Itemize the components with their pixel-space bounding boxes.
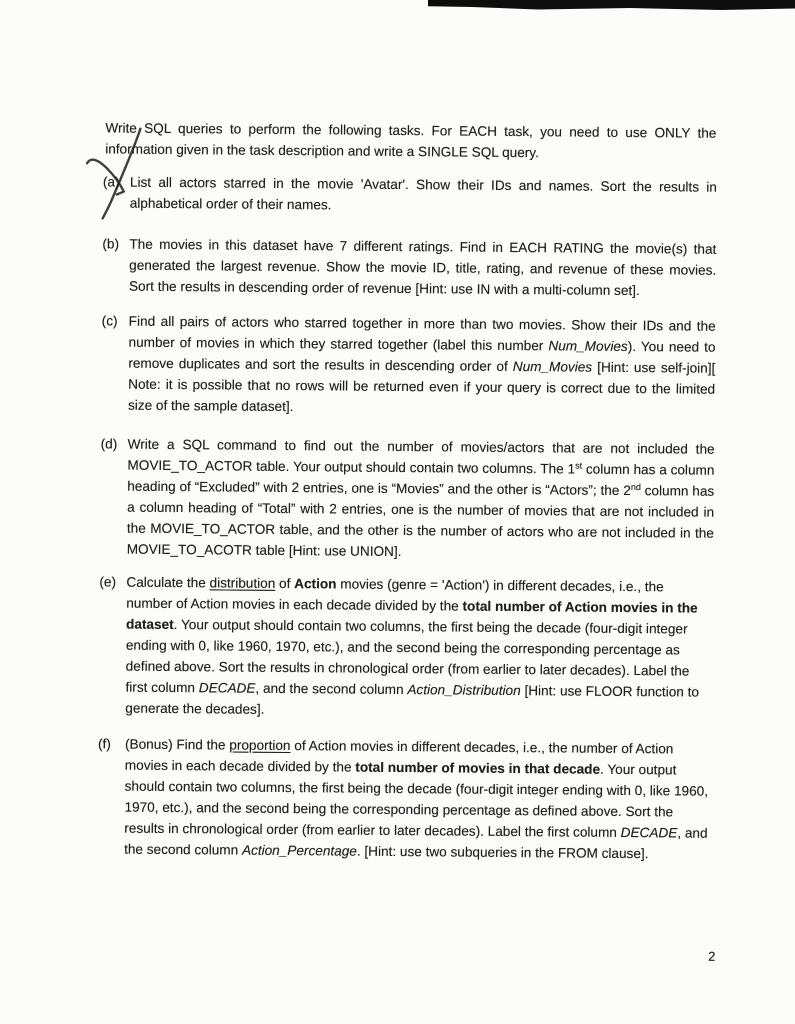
intro-paragraph: Write SQL queries to perform the following tasks. For EACH task, you need to use ONLY the information given in the task description and write a SINGLE SQL query. bbox=[105, 120, 717, 160]
task-item-c bbox=[101, 310, 716, 420]
task-label-d: (d) bbox=[100, 436, 118, 452]
task-text-c: Find all pairs of actors who starred together in more than two movies. Show their IDs and the number of movies in which they starred together (label this number Num_Movies). You need to remove duplicates and sort the results in descending order of Num_Movies [Hint: use self-join][ Note: it is possible that no rows will be returned even if your query is correct due to the limited size of the sample dataset]. bbox=[127, 313, 716, 415]
task-label-e: (e) bbox=[99, 574, 117, 590]
task-item-e bbox=[98, 571, 713, 723]
task-text-b: The movies in this dataset have 7 different ratings. Find in EACH RATING the movie(s) that generated the largest revenue. Show the movie ID, title, rating, and revenue of these movies. Sort the results in descending order of revenue [Hint: use IN with a multi-column set]. bbox=[128, 236, 717, 299]
task-label-b: (b) bbox=[102, 236, 120, 252]
page-number: 2 bbox=[708, 948, 716, 964]
task-text-d: Write a SQL command to find out the number of movies/actors that are not included the MOVIE_TO_ACTOR table. Your output should contain two columns. The 1st column has a column heading of “Excluded” with 2 entries, one is “Movies” and the other is “Actors”; the 2nd column has a column heading of “Total” with 2 entries, one is the number of movies that are not included in the MOVIE_TO_ACTOR table, and the other is the number of actors who are not included in the MOVIE_TO_ACOTR table [Hint: use UNION]. bbox=[126, 436, 715, 560]
task-label-c: (c) bbox=[101, 313, 118, 329]
task-label-f: (f) bbox=[97, 736, 111, 752]
task-text-e: Calculate the distribution of Action movies (genre = 'Action') in different decades, i.e., the number of Action movies in each decade divided by the total number of Action movies in the dataset. Your output should contain two columns, the first being the decade (four-digit integer ending with 0, like 1960, 1970, etc.), and the second being the corresponding percentage as defined above. Sort the results in chronological order (from earlier to later decades). Label the first column DECADE, and the second column Action_Distribution [Hint: use FLOOR function to generate the decades]. bbox=[125, 574, 700, 717]
task-text-f: (Bonus) Find the proportion of Action movies in different decades, i.e., the number of Action movies in each decade divided by the total number of movies in that decade. Your output should contain two columns, the first being the decade (four-digit integer ending with 0, like 1960, 1970, etc.), and the second being the corresponding percentage as defined above. Sort the results in chronological order (from earlier to later decades). Label the first column DECADE, and the second column Action_Percentage. [Hint: use two subqueries in the FROM clause]. bbox=[124, 736, 709, 862]
task-text-a: List all actors starred in the movie 'Avatar'. Show their IDs and names. Sort the results in alphabetical order of their names. bbox=[129, 174, 717, 213]
task-item-a bbox=[103, 171, 717, 218]
task-item-b bbox=[102, 233, 717, 301]
task-label-a: (a) bbox=[102, 174, 120, 190]
task-item-d bbox=[100, 433, 715, 564]
task-item-f bbox=[97, 733, 712, 864]
